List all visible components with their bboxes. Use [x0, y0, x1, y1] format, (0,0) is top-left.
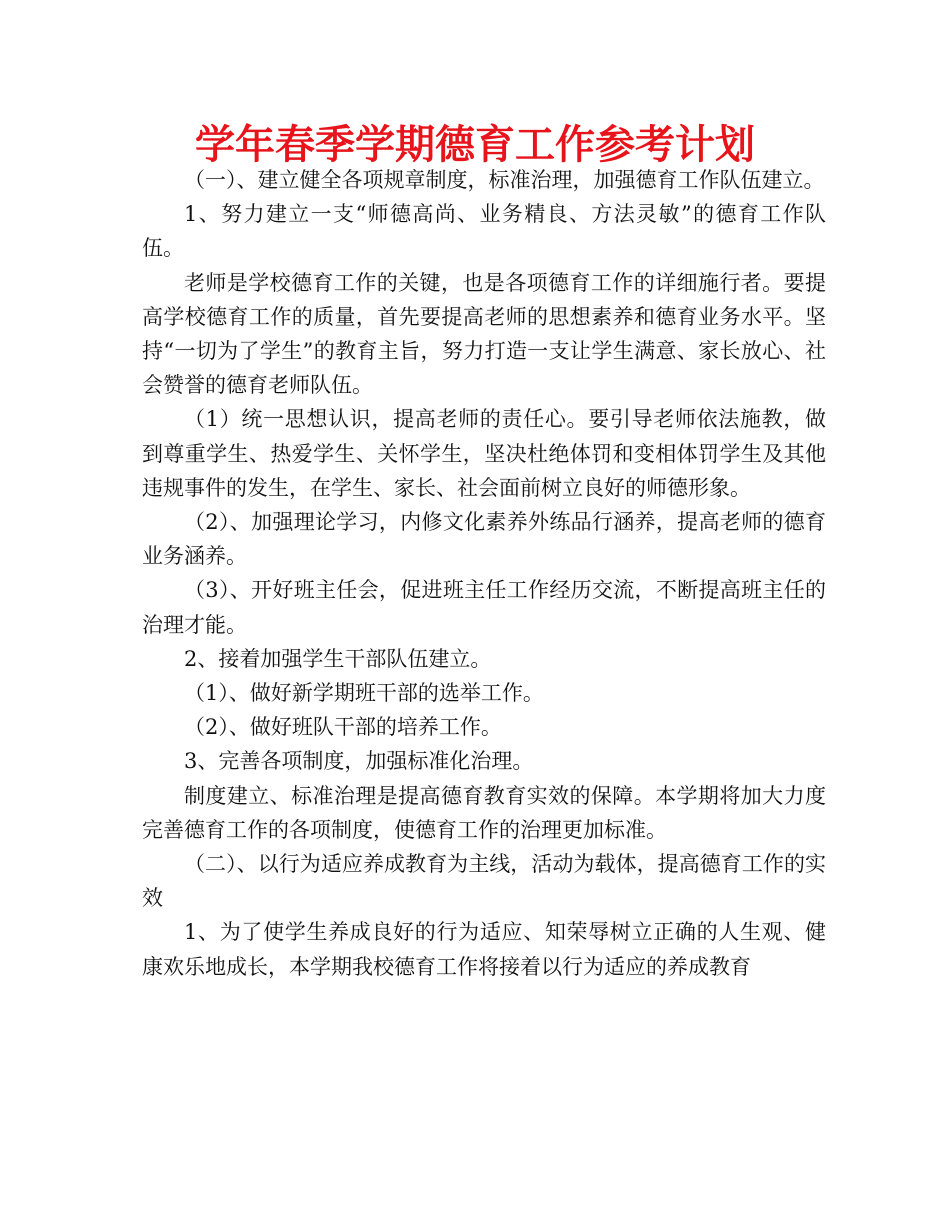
- paragraph-11: 制度建立、标准治理是提高德育教育实效的保障。本学期将加大力度完善德育工作的各项制度，使德育工作的治理更加标准。: [142, 783, 826, 842]
- document-title: 学年春季学期德育工作参考计划: [195, 122, 755, 168]
- paragraph-2: 1、努力建立一支“师德高尚、业务精良、方法灵敏”的德育工作队伍。: [142, 202, 826, 261]
- paragraph-10: 3、完善各项制度，加强标准化治理。: [184, 749, 534, 774]
- paragraph-4: （1）统一思想认识，提高老师的责任心。要引导老师依法施教，做到尊重学生、热爱学生、关怀学生，坚决杜绝体罚和变相体罚学生及其他违规事件的发生，在学生、家长、社会面前树立良好的师德形象。: [142, 407, 826, 500]
- paragraph-12: （二）、以行为适应养成教育为主线，活动为载体，提高德育工作的实效: [142, 852, 826, 911]
- paragraph-6: （3）、开好班主任会，促进班主任工作经历交流，不断提高班主任的治理才能。: [142, 578, 826, 637]
- paragraph-3: 老师是学校德育工作的关键，也是各项德育工作的详细施行者。要提高学校德育工作的质量，首先要提高老师的思想素养和德育业务水平。坚持“一切为了学生”的教育主旨，努力打造一支让学生满意、家长放心、社会赞誉的德育老师队伍。: [142, 270, 826, 398]
- paragraph-9: （2）、做好班队干部的培养工作。: [184, 715, 502, 740]
- paragraph-5: （2）、加强理论学习，内修文化素养外练品行涵养，提高老师的德育业务涵养。: [142, 510, 826, 569]
- paragraph-13: 1、为了使学生养成良好的行为适应、知荣辱树立正确的人生观、健康欢乐地成长，本学期我校德育工作将接着以行为适应的养成教育: [142, 920, 826, 979]
- paragraph-1: （一）、建立健全各项规章制度，标准治理，加强德育工作队伍建立。: [184, 168, 825, 192]
- document-body: [142, 163, 826, 984]
- paragraph-8: （1）、做好新学期班干部的选举工作。: [184, 681, 544, 706]
- paragraph-7: 2、接着加强学生干部队伍建立。: [184, 646, 492, 671]
